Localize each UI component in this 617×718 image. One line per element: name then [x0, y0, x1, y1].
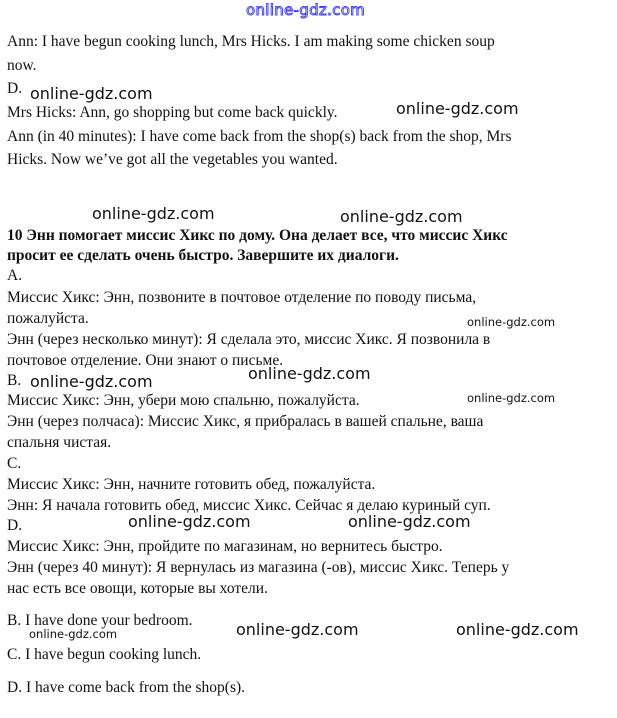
text-line: C.: [7, 455, 22, 472]
text-line: спальня чистая.: [7, 434, 112, 451]
watermark: online-gdz.com: [236, 620, 359, 639]
text-line: нас есть все овощи, которые вы хотели.: [7, 580, 268, 597]
watermark: online-gdz.com: [128, 512, 251, 531]
text-line: D.: [7, 517, 23, 534]
text-line: Hicks. Now we’ve got all the vegetables you wanted.: [7, 151, 338, 168]
text-line: Энн: Я начала готовить обед, миссис Хикс. Сейчас я делаю куриный суп.: [7, 497, 491, 514]
text-line: Миссис Хикс: Энн, позвоните в почтовое отделение по поводу письма,: [7, 289, 477, 306]
text-line: Энн (через несколько минут): Я сделала это, миссис Хикс. Я позвонила в: [7, 331, 491, 348]
text-line: Ann (in 40 minutes): I have come back from the shop(s) back from the shop, Mrs: [7, 128, 512, 145]
text-line: Миссис Хикс: Энн, пройдите по магазинам, но вернитесь быстро.: [7, 538, 443, 555]
text-line: пожалуйста.: [7, 310, 89, 327]
text-line: Миссис Хикс: Энн, начните готовить обед, пожалуйста.: [7, 476, 376, 493]
watermark: online-gdz.com: [348, 512, 471, 531]
text-line: Mrs Hicks: Ann, go shopping but come back quickly.: [7, 104, 338, 121]
text-line: B. I have done your bedroom.: [7, 612, 193, 629]
text-line: Энн (через 40 минут): Я вернулась из магазина (-ов), миссис Хикс. Теперь у: [7, 559, 510, 576]
watermark: online-gdz.com: [248, 364, 371, 383]
watermark: online-gdz.com: [340, 207, 463, 226]
text-line: Миссис Хикс: Энн, убери мою спальню, пожалуйста.: [7, 392, 360, 409]
watermark: online-gdz.com: [467, 391, 556, 405]
text-line: D.: [7, 80, 23, 97]
text-line: now.: [7, 57, 37, 74]
top-watermark: online-gdz.com: [246, 1, 366, 19]
text-line: D. I have come back from the shop(s).: [7, 679, 246, 696]
watermark: online-gdz.com: [29, 627, 118, 641]
watermark: online-gdz.com: [456, 620, 579, 639]
watermark: online-gdz.com: [396, 99, 519, 118]
exercise-heading: 10 Энн помогает миссис Хикс по дому. Она делает все, что миссис Хикс: [7, 227, 508, 244]
text-line: C. I have begun cooking lunch.: [7, 646, 202, 663]
text-line: A.: [7, 267, 23, 284]
text-line: B.: [7, 372, 22, 389]
text-line: Ann: I have begun cooking lunch, Mrs Hicks. I am making some chicken soup: [7, 33, 495, 50]
watermark: online-gdz.com: [30, 84, 153, 103]
exercise-heading: просит ее сделать очень быстро. Завершите их диалоги.: [7, 247, 399, 264]
watermark: online-gdz.com: [92, 204, 215, 223]
watermark: online-gdz.com: [30, 372, 153, 391]
watermark: online-gdz.com: [467, 315, 556, 329]
text-line: почтовое отделение. Они знают о письме.: [7, 352, 284, 369]
text-line: Энн (через полчаса): Миссис Хикс, я прибралась в вашей спальне, ваша: [7, 413, 484, 430]
